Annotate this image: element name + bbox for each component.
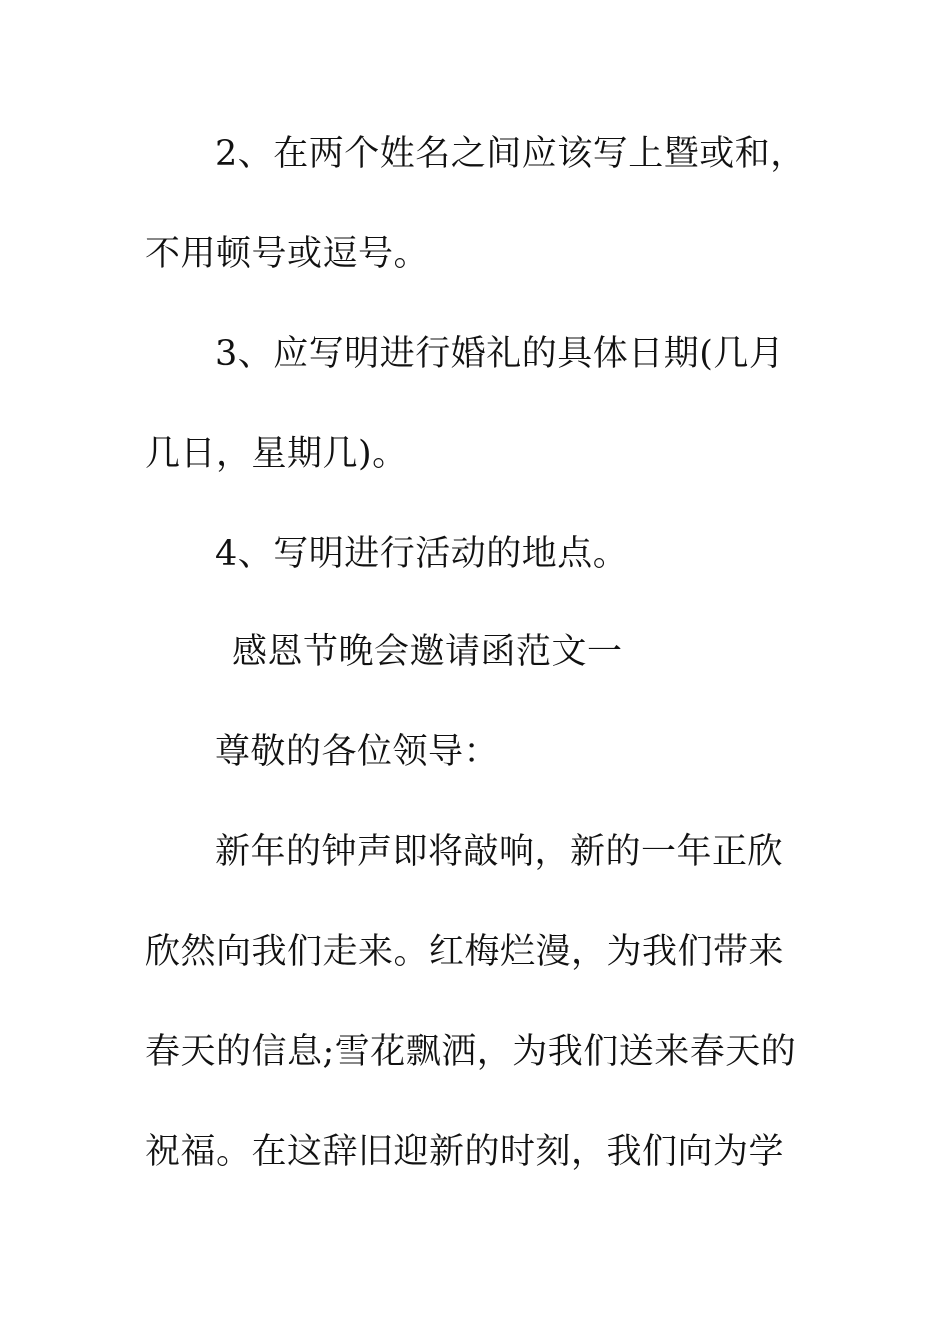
paragraph-line: 3、应写明进行婚礼的具体日期(几月 [215, 334, 785, 374]
section-heading: 感恩节晚会邀请函范文一 [232, 632, 623, 672]
paragraph-line: 4、写明进行活动的地点。 [215, 534, 629, 574]
paragraph-line: 不用顿号或逗号。 [145, 234, 430, 274]
paragraph-line: 2、在两个姓名之间应该写上暨或和， [215, 134, 806, 174]
paragraph-line: 几日，星期几)。 [145, 434, 408, 474]
paragraph-line: 祝福。在这辞旧迎新的时刻，我们向为学 [145, 1132, 785, 1172]
salutation: 尊敬的各位领导： [215, 732, 500, 772]
paragraph-line: 新年的钟声即将敲响，新的一年正欣 [215, 832, 784, 872]
paragraph-line: 春天的信息;雪花飘洒，为我们送来春天的 [145, 1032, 797, 1072]
paragraph-line: 欣然向我们走来。红梅烂漫，为我们带来 [145, 932, 785, 972]
